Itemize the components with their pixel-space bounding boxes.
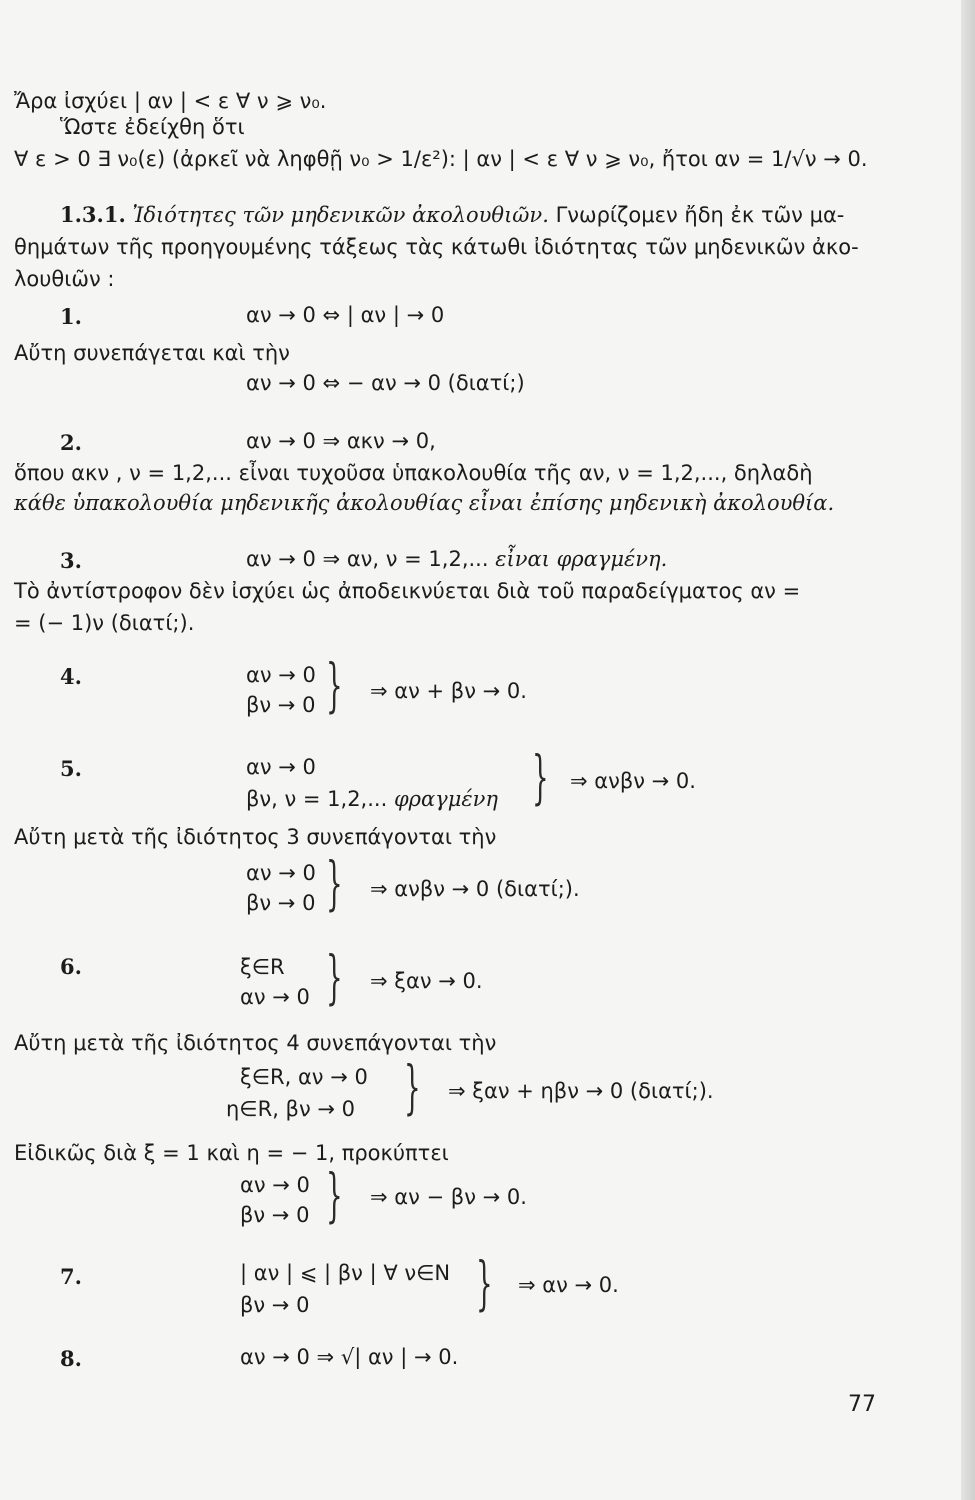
property-4-line-1: αν → 0	[246, 663, 316, 687]
property-6-consequence-line-2: η∈R, βν → 0	[226, 1097, 355, 1121]
property-6-special-line-1: αν → 0	[240, 1173, 310, 1197]
property-3-number: 3.	[60, 548, 82, 573]
page-number: 77	[848, 1392, 876, 1417]
property-4-result: ⇒ αν + βν → 0.	[370, 679, 527, 703]
intro-line-1: Ἄρα ἰσχύει | αν | < ε ∀ ν ⩾ ν₀.	[14, 89, 327, 113]
property-5-brace: }	[532, 743, 549, 811]
property-3-text-a: Τὸ ἀντίστροφον δὲν ἰσχύει ὡς ἀποδεικνύεται διὰ τοῦ παραδείγματος αν =	[14, 579, 801, 603]
property-7-line-2: βν → 0	[240, 1293, 310, 1317]
property-5-line-2-text: βν, ν = 1,2,...	[246, 787, 388, 811]
property-6-special-result: ⇒ αν − βν → 0.	[370, 1185, 527, 1209]
property-1-number: 1.	[60, 304, 82, 329]
property-3-text-b: = (− 1)ν (διατί;).	[14, 611, 195, 635]
property-4-line-2: βν → 0	[246, 693, 316, 717]
property-3-italic: εἶναι φραγμένη.	[495, 547, 668, 571]
property-6-brace: }	[326, 943, 343, 1011]
property-5-consequence-line-1: αν → 0	[246, 861, 316, 885]
page-edge-shadow	[961, 0, 975, 1500]
section-heading	[60, 202, 844, 228]
property-2-italic: κάθε ὑπακολουθία μηδενικῆς ἀκολουθίας εἶναι ἐπίσης μηδενικὴ ἀκολουθία.	[14, 491, 835, 515]
property-2-number: 2.	[60, 430, 82, 455]
property-1-formula: αν → 0 ⇔ | αν | → 0	[246, 303, 445, 327]
property-4-brace: }	[326, 651, 343, 719]
property-7-line-1: | αν | ⩽ | βν | ∀ ν∈N	[240, 1261, 451, 1285]
property-3-formula: αν → 0 ⇒ αν, ν = 1,2,...	[246, 547, 489, 571]
property-8-formula: αν → 0 ⇒ √| αν | → 0.	[240, 1345, 459, 1369]
property-2-formula: αν → 0 ⇒ ακν → 0,	[246, 429, 436, 453]
section-number: 1.3.1.	[60, 202, 126, 227]
property-5-result: ⇒ ανβν → 0.	[570, 769, 696, 793]
property-5-line-2-italic: φραγμένη	[393, 787, 498, 811]
property-5-consequence-brace: }	[326, 849, 343, 917]
property-7-brace: }	[476, 1249, 493, 1317]
property-6-consequence-line-1: ξ∈R, αν → 0	[240, 1065, 368, 1089]
property-6-line-1: ξ∈R	[240, 955, 285, 979]
property-1-text: Αὔτη συνεπάγεται καὶ τὴν	[14, 341, 290, 365]
intro-line-3: ∀ ε > 0 ∃ ν₀(ε) (ἀρκεῖ νὰ ληφθῇ ν₀ > 1/ε²): | αν | < ε ∀ ν ⩾ ν₀, ἤτοι αν = 1/√ν → 0.	[14, 147, 868, 171]
property-6-text: Αὔτη μετὰ τῆς ἰδιότητος 4 συνεπάγονται τὴν	[14, 1031, 497, 1055]
property-6-special-brace: }	[326, 1161, 343, 1229]
property-5-line-1: αν → 0	[246, 755, 316, 779]
property-2-text: ὅπου ακν , ν = 1,2,... εἶναι τυχοῦσα ὑπακολουθία τῆς αν, ν = 1,2,..., δηλαδὴ	[14, 461, 813, 485]
property-5-text: Αὔτη μετὰ τῆς ἰδιότητος 3 συνεπάγονται τὴν	[14, 825, 497, 849]
property-3-line	[246, 546, 667, 572]
property-5-consequence-line-2: βν → 0	[246, 891, 316, 915]
property-6-number: 6.	[60, 954, 82, 979]
property-7-result: ⇒ αν → 0.	[518, 1273, 619, 1297]
property-5-line-2	[246, 786, 498, 812]
section-title: Ἰδιότητες τῶν μηδενικῶν ἀκολουθιῶν.	[132, 203, 549, 227]
property-5-consequence-result: ⇒ ανβν → 0 (διατί;).	[370, 877, 580, 901]
section-text-b: θημάτων τῆς προηγουμένης τάξεως τὰς κάτωθι ἰδιότητας τῶν μηδενικῶν ἀκο-	[14, 235, 859, 259]
property-8-number: 8.	[60, 1346, 82, 1371]
property-4-number: 4.	[60, 664, 82, 689]
property-1-formula-2: αν → 0 ⇔ − αν → 0 (διατί;)	[246, 371, 525, 395]
section-text-c: λουθιῶν :	[14, 267, 115, 291]
property-5-number: 5.	[60, 756, 82, 781]
property-7-number: 7.	[60, 1264, 82, 1289]
property-6-result: ⇒ ξαν → 0.	[370, 969, 483, 993]
property-6-consequence-brace: }	[404, 1053, 421, 1121]
property-6-line-2: αν → 0	[240, 985, 310, 1009]
property-6-special-line-2: βν → 0	[240, 1203, 310, 1227]
property-6-special-text: Εἰδικῶς διὰ ξ = 1 καὶ η = − 1, προκύπτει	[14, 1141, 449, 1165]
intro-line-2: Ὥστε ἐδείχθη ὅτι	[60, 115, 245, 139]
section-text-a: Γνωρίζομεν ἤδη ἐκ τῶν μα-	[555, 203, 845, 227]
property-6-consequence-result: ⇒ ξαν + ηβν → 0 (διατί;).	[448, 1079, 714, 1103]
